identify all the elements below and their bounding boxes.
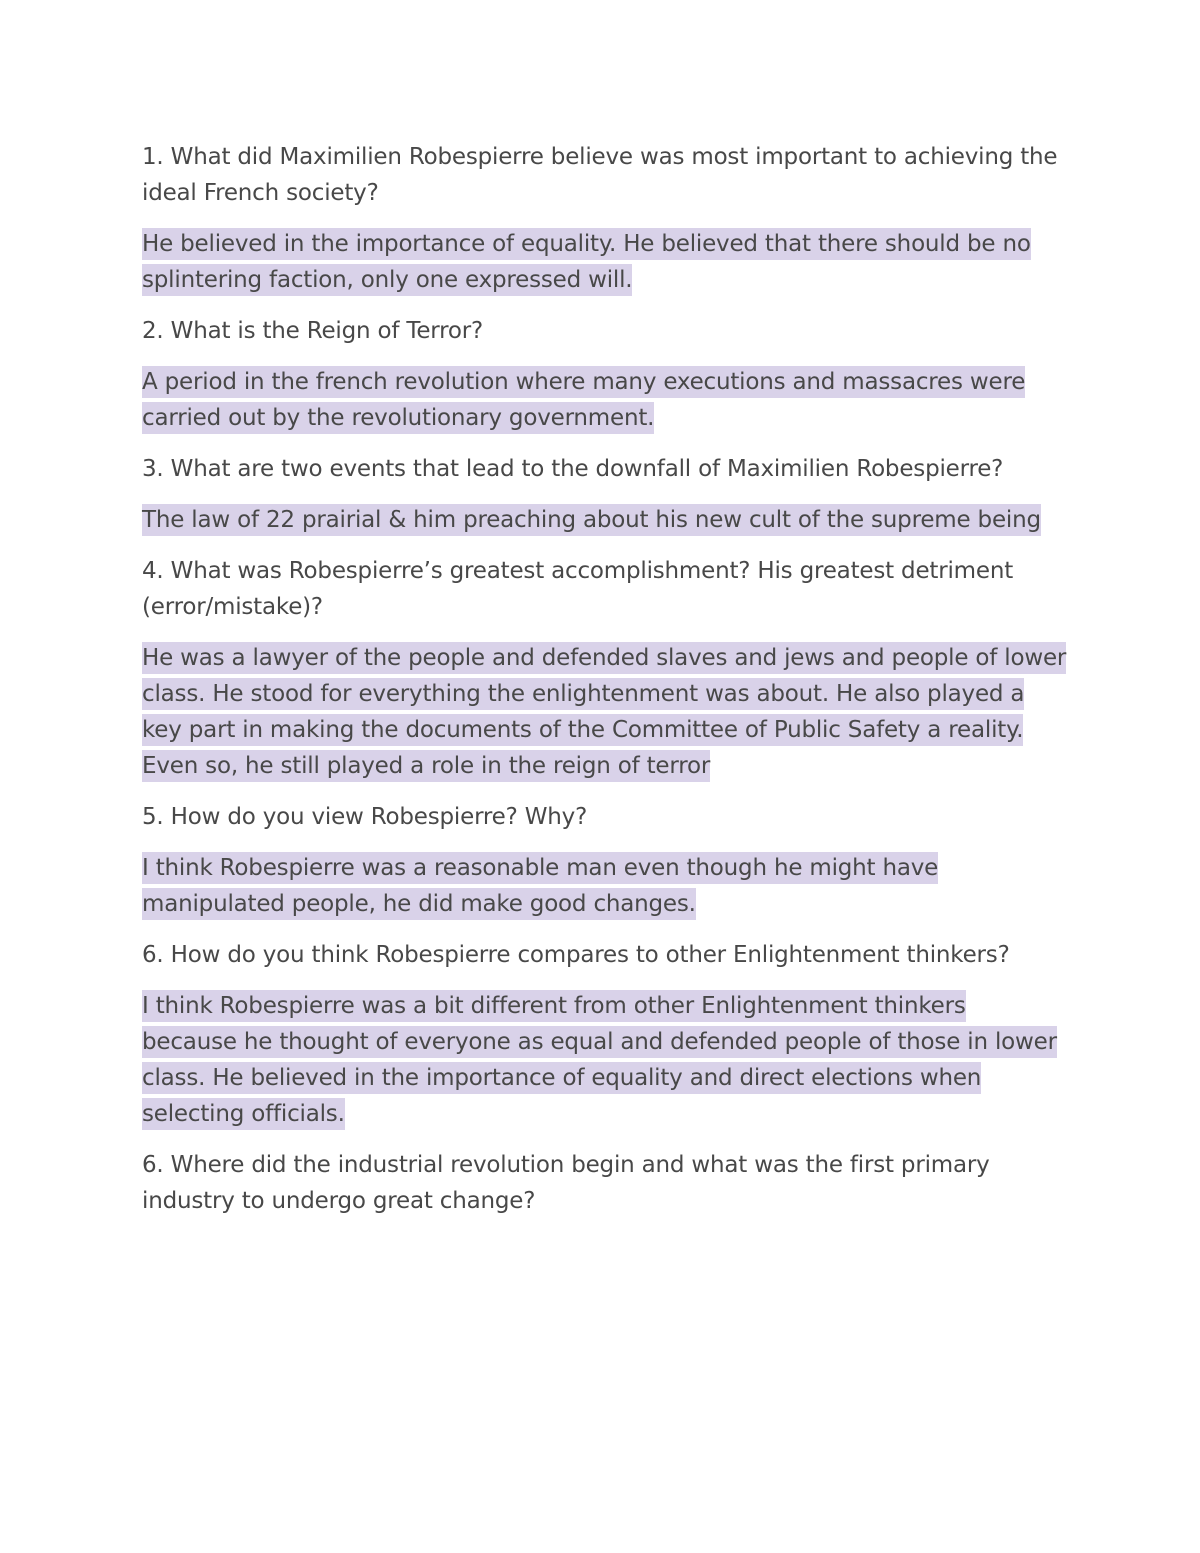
question-2: 2. What is the Reign of Terror? [142, 318, 484, 344]
answer-6 [142, 988, 1067, 1132]
question-4: 4. What was Robespierre’s greatest accomplishment? His greatest detriment (error/mistake)? [142, 558, 1014, 620]
question-5: 5. How do you view Robespierre? Why? [142, 804, 588, 830]
document-body [142, 139, 1067, 1234]
answer-2-highlight: A period in the french revolution where many executions and massacres were carried out by the revolutionary government. [142, 366, 1025, 434]
question-7: 6. Where did the industrial revolution begin and what was the first primary industry to undergo great change? [142, 1152, 990, 1214]
answer-2 [142, 364, 1067, 436]
answer-3 [142, 502, 1067, 538]
answer-5-highlight: I think Robespierre was a reasonable man even though he might have manipulated people, he did make good changes. [142, 852, 938, 920]
question-3: 3. What are two events that lead to the downfall of Maximilien Robespierre? [142, 456, 1004, 482]
answer-6-highlight: I think Robespierre was a bit different from other Enlightenment thinkers because he thought of everyone as equal and defended people of those in lower class. He believed in the importance of equality and direct elections when selecting officials. [142, 990, 1057, 1130]
answer-1 [142, 226, 1067, 298]
answer-4 [142, 640, 1067, 784]
question-1: 1. What did Maximilien Robespierre believe was most important to achieving the ideal French society? [142, 144, 1058, 206]
answer-4-highlight: He was a lawyer of the people and defended slaves and jews and people of lower class. He stood for everything the enlightenment was about. He also played a key part in making the documents of the Committee of Public Safety a reality. Even so, he still played a role in the reign of terror [142, 642, 1066, 782]
question-6: 6. How do you think Robespierre compares to other Enlightenment thinkers? [142, 942, 1010, 968]
answer-5 [142, 850, 1067, 922]
answer-3-highlight: The law of 22 prairial & him preaching about his new cult of the supreme being [142, 504, 1041, 536]
answer-1-highlight: He believed in the importance of equality. He believed that there should be no splintering faction, only one expressed will. [142, 228, 1031, 296]
